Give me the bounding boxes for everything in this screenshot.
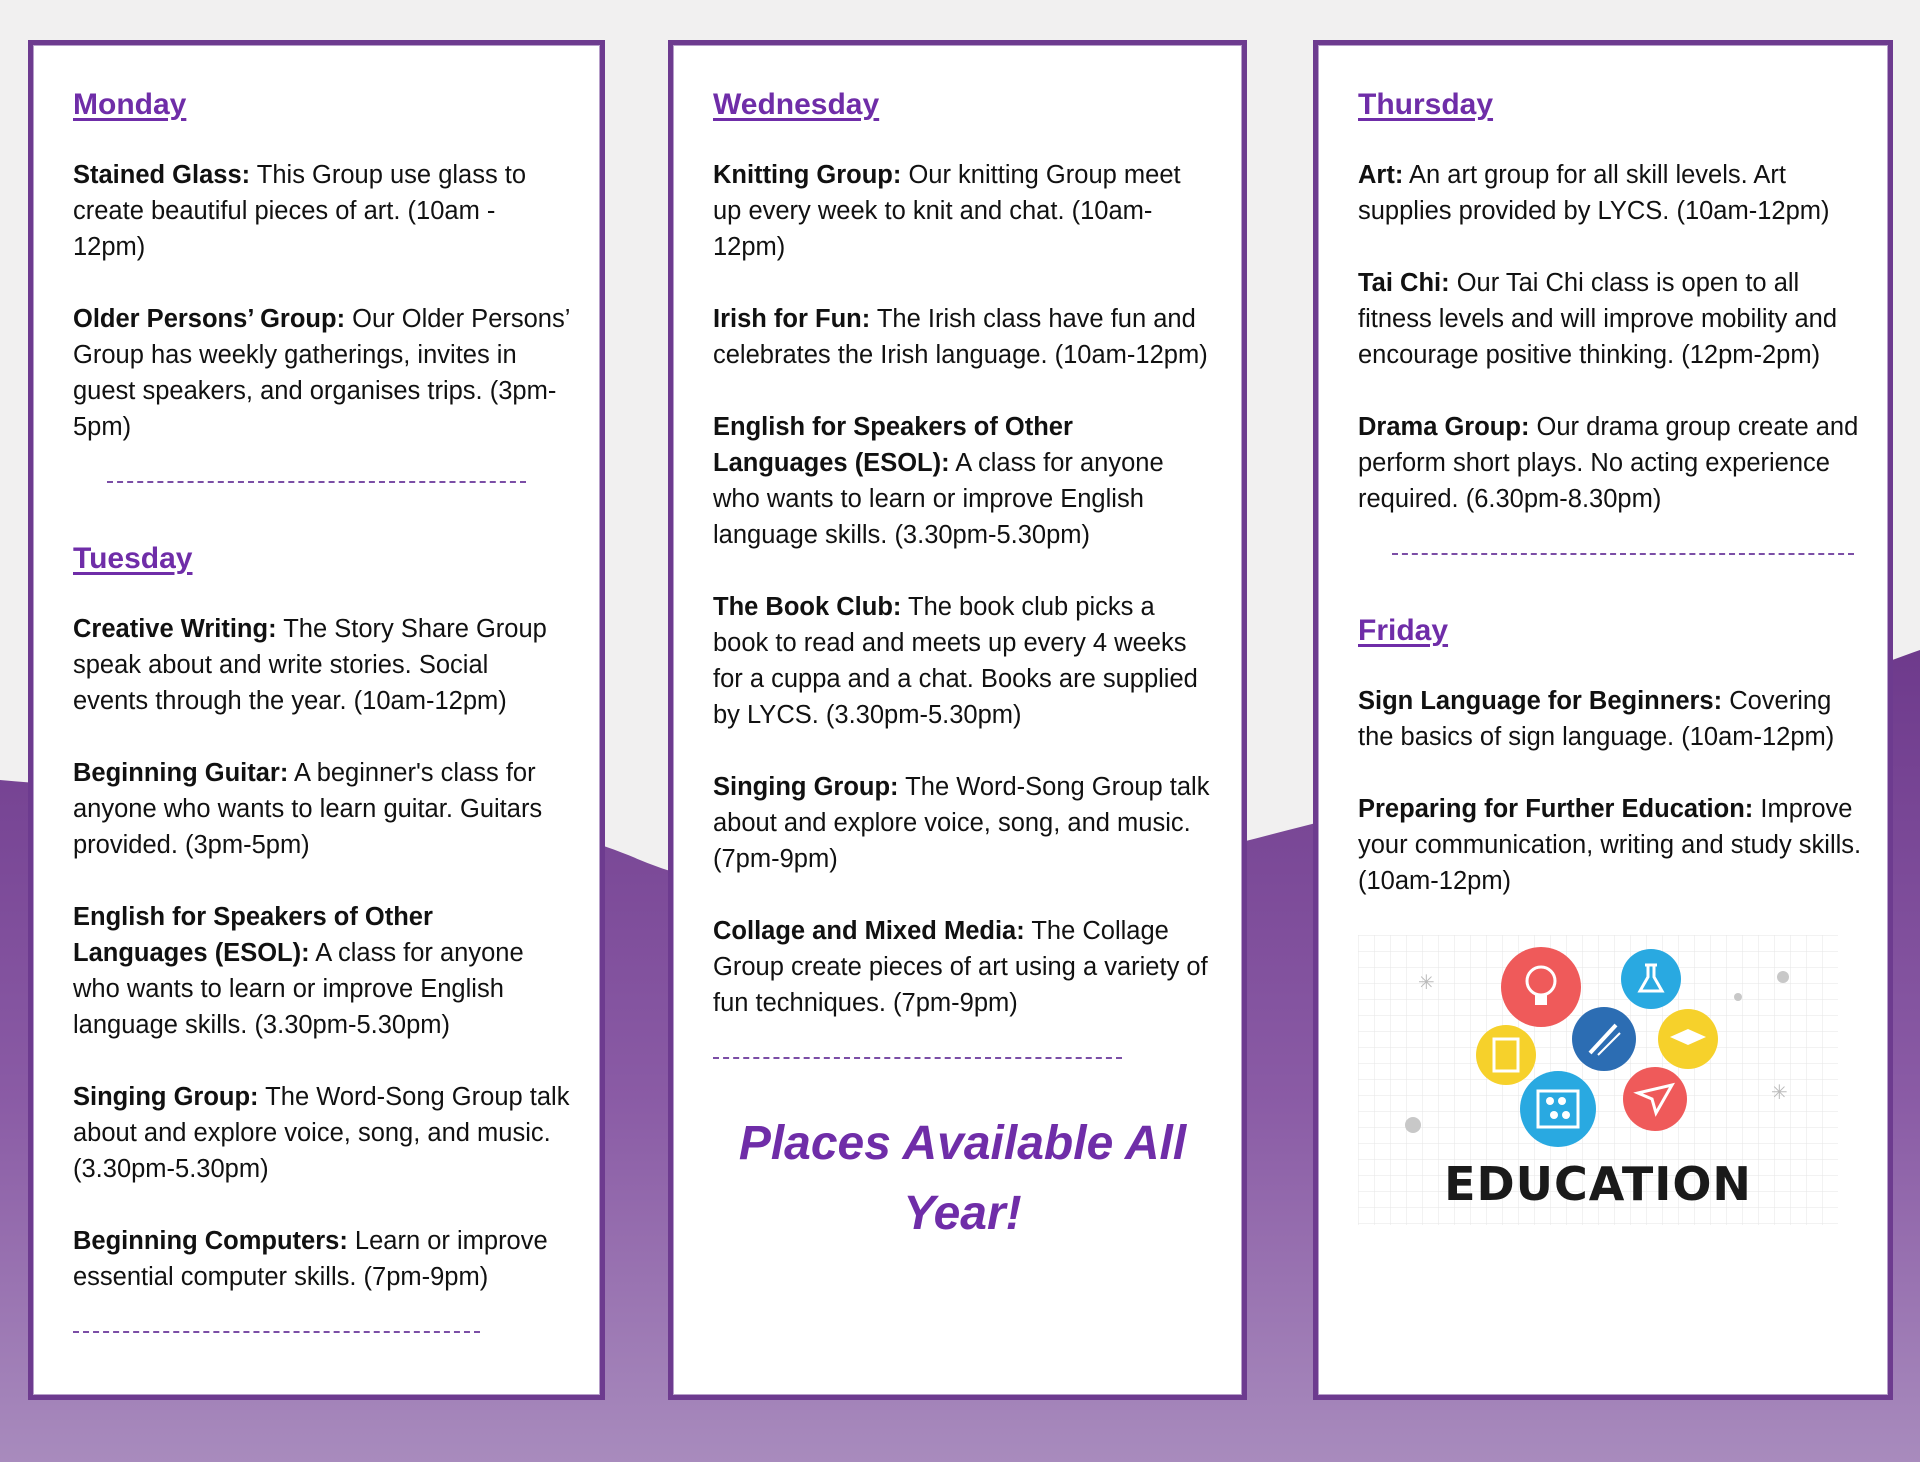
heading-tuesday: Tuesday [73,542,193,575]
entry-art: Art: An art group for all skill levels. Art supplies provided by LYCS. (10am-12pm) [1358,161,1830,225]
svg-text:✳: ✳ [1418,970,1435,994]
heading-monday: Monday [73,88,187,121]
entry-singing-group: Singing Group: The Word-Song Group talk about and explore voice, song, and music. (3.30pm-5.30pm) [73,1083,570,1183]
section-divider [1392,553,1854,555]
places-available-banner: Places Available All Year! [738,1117,1187,1240]
entry-irish-for-fun: Irish for Fun: The Irish class have fun and celebrates the Irish language. (10am-12pm) [713,305,1208,369]
entry-book-club: The Book Club: The book club picks a book to read and meets up every 4 weeks for a cuppa and a chat. Books are supplied by LYCS. (3.30pm-5.30pm) [713,593,1198,729]
entry-esol: English for Speakers of Other Languages (ESOL): A class for anyone who wants to learn or improve English language skills. (3.30pm-5.30pm) [73,903,524,1039]
svg-text:✳: ✳ [1771,1080,1788,1104]
entry-knitting-group: Knitting Group: Our knitting Group meet up every week to knit and chat. (10am-12pm) [713,161,1181,261]
entry-beginning-guitar: Beginning Guitar: A beginner's class for anyone who wants to learn guitar. Guitars provided. (3pm-5pm) [73,759,543,859]
education-word: EDUCATION [1444,1157,1752,1211]
entry-stained-glass: Stained Glass: This Group use glass to create beautiful pieces of art. (10am - 12pm) [73,161,527,261]
entry-beginning-computers: Beginning Computers: Learn or improve essential computer skills. (7pm-9pm) [73,1227,548,1291]
education-illustration [1358,935,1838,1225]
entry-esol: English for Speakers of Other Languages (ESOL): A class for anyone who wants to learn or improve English language skills. (3.30pm-5.30pm) [713,413,1164,549]
heading-friday: Friday [1358,614,1449,647]
entry-sign-language: Sign Language for Beginners: Covering the basics of sign language. (10am-12pm) [1358,687,1835,751]
heading-thursday: Thursday [1358,88,1494,121]
panel-monday-tuesday [28,40,605,1400]
entry-collage-mixed-media: Collage and Mixed Media: The Collage Group create pieces of art using a variety of fun techniques. (7pm-9pm) [713,917,1208,1017]
entry-drama-group: Drama Group: Our drama group create and perform short plays. No acting experience required. (6.30pm-8.30pm) [1358,413,1859,513]
section-divider [73,1331,480,1333]
section-divider [713,1057,1122,1059]
panel-thursday-friday [1313,40,1893,1400]
entry-creative-writing: Creative Writing: The Story Share Group speak about and write stories. Social events through the year. (10am-12pm) [73,615,547,715]
entry-further-education: Preparing for Further Education: Improve your communication, writing and study skills. (10am-12pm) [1358,795,1862,895]
entry-singing-group: Singing Group: The Word-Song Group talk about and explore voice, song, and music. (7pm-9pm) [713,773,1210,873]
entry-older-persons-group: Older Persons’ Group: Our Older Persons’ Group has weekly gatherings, invites in guest speakers, and organises trips. (3pm-5pm) [73,305,570,441]
panel-wednesday [668,40,1247,1400]
heading-wednesday: Wednesday [713,88,880,121]
entry-tai-chi: Tai Chi: Our Tai Chi class is open to all fitness levels and will improve mobility and encourage positive thinking. (12pm-2pm) [1358,269,1838,369]
section-divider [107,481,526,483]
